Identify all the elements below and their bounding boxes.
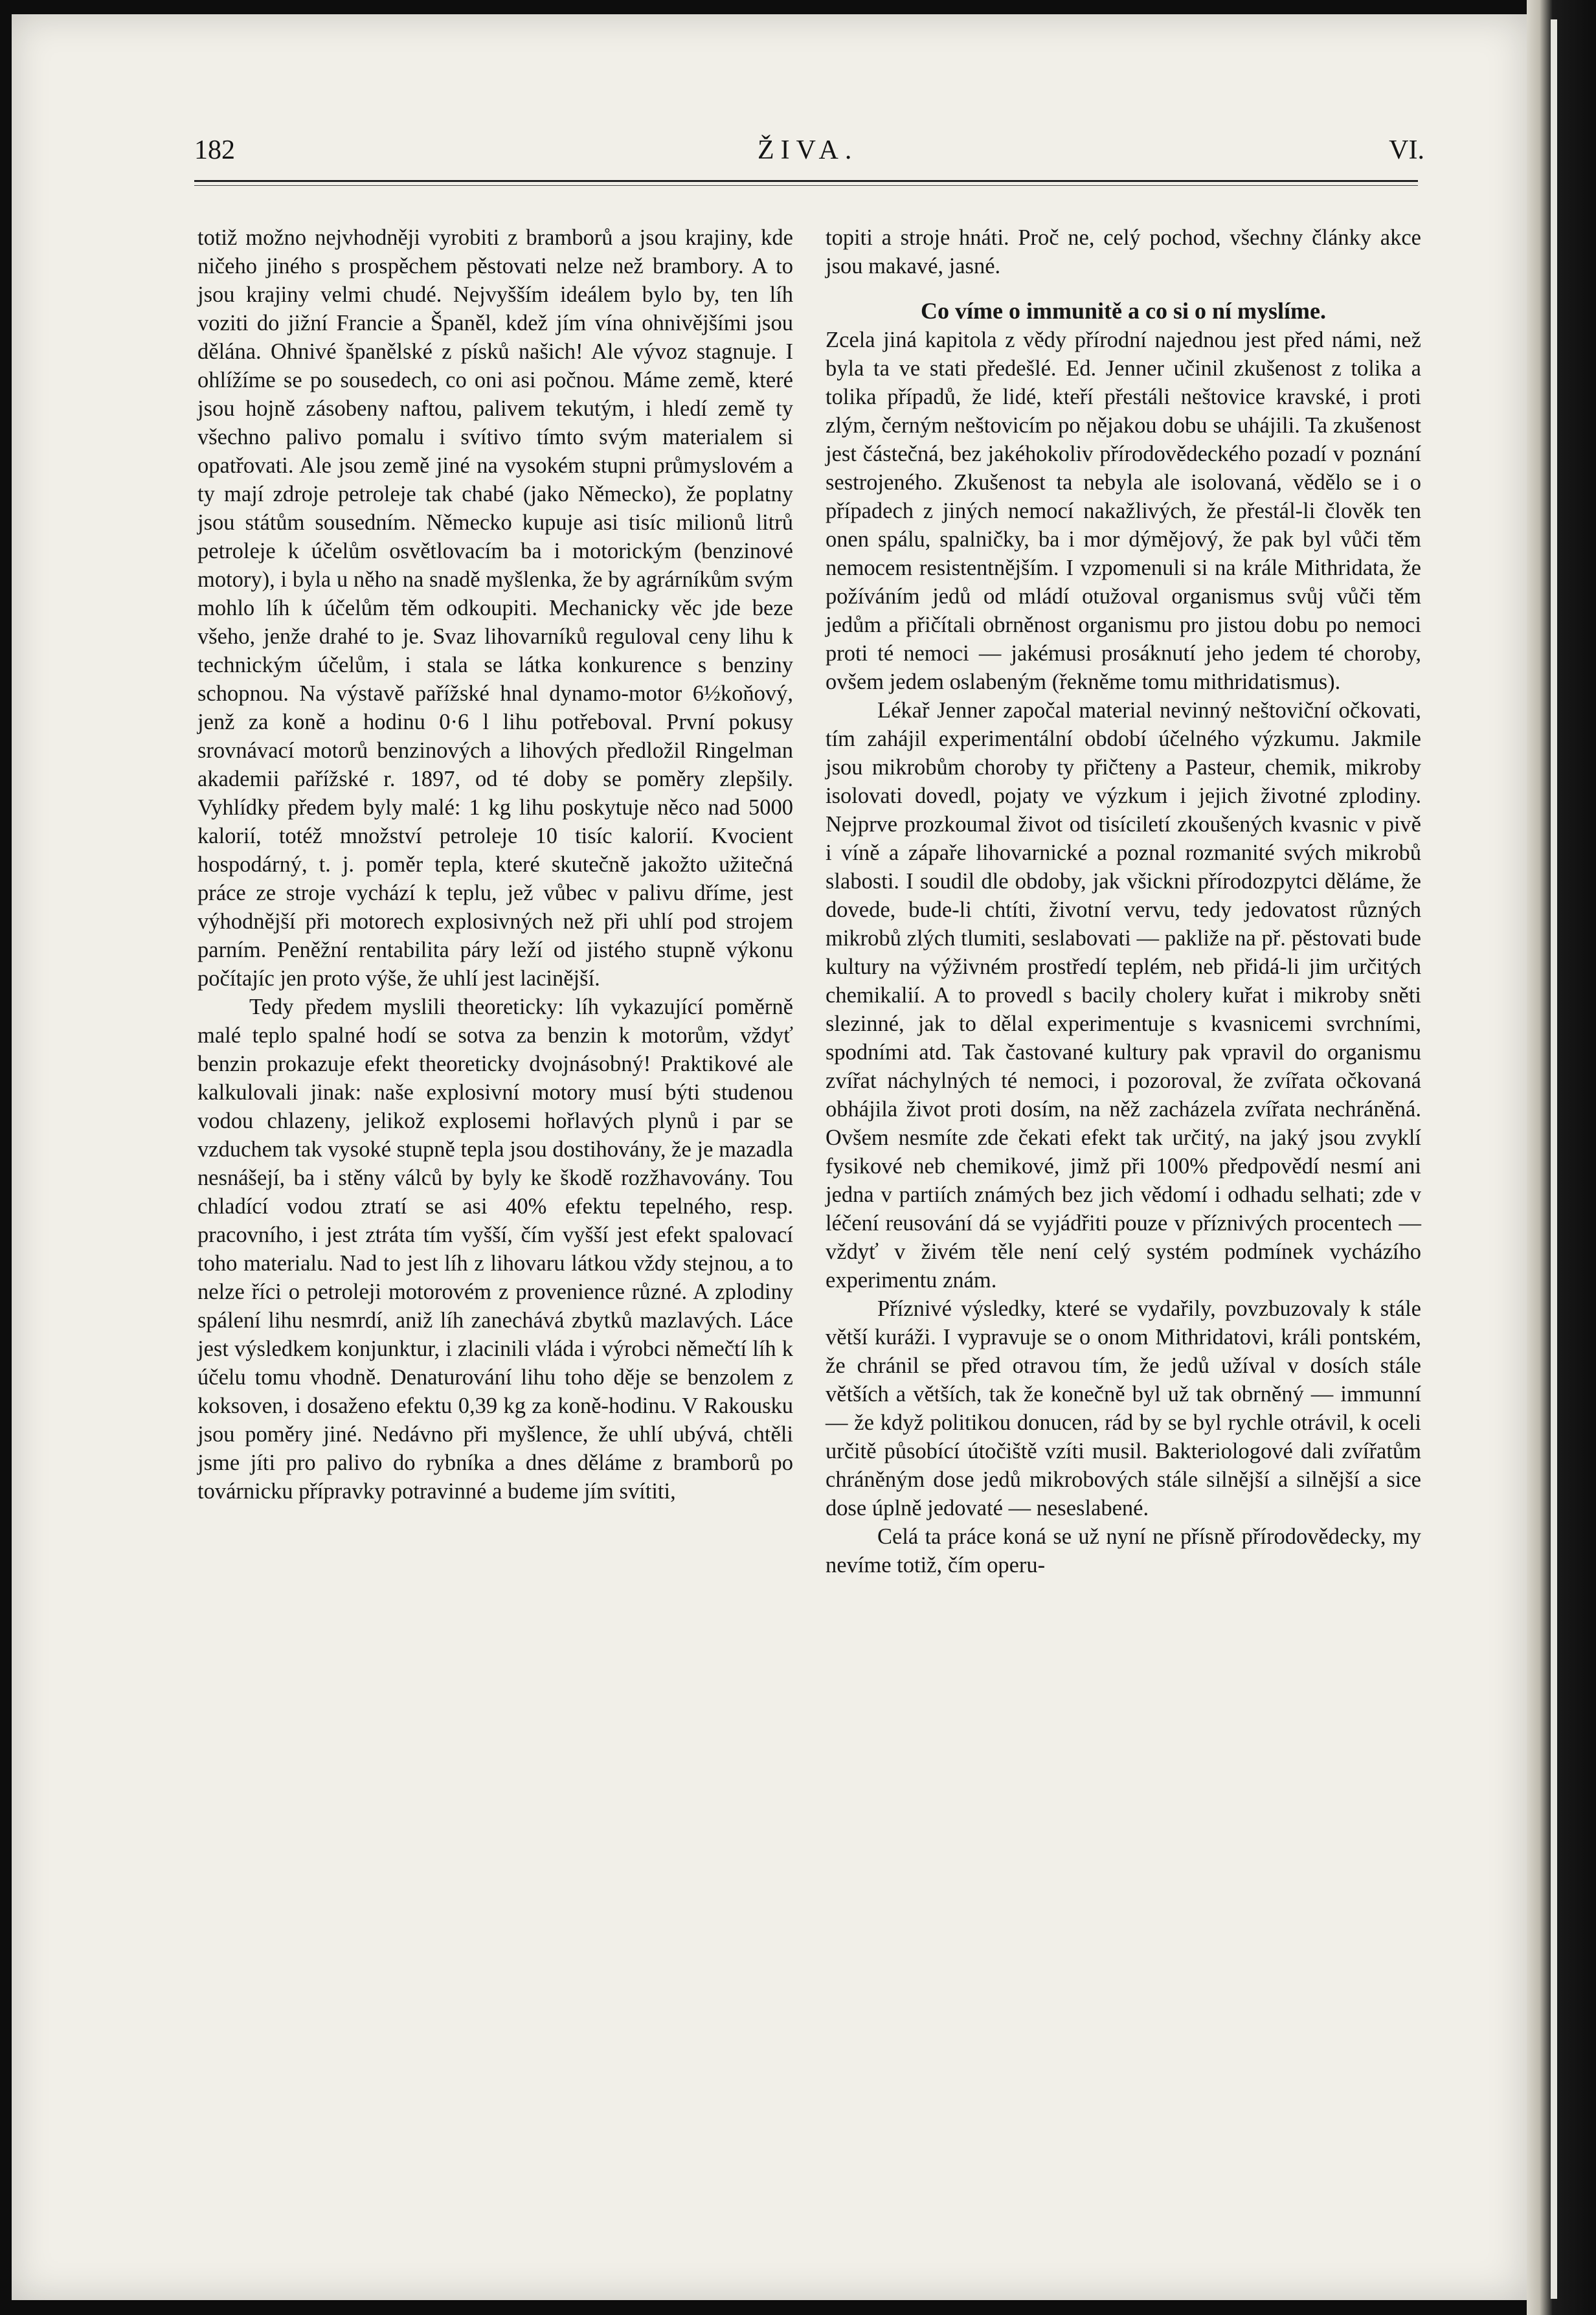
volume-number: VI.	[1389, 135, 1424, 165]
header-rule-thin	[194, 185, 1418, 186]
left-column	[197, 223, 793, 1506]
page-edge-strip	[1551, 19, 1557, 2299]
book-spine-edge	[1527, 0, 1596, 2315]
paragraph: Tedy předem myslili theoreticky: líh vykazující poměrně malé teplo spalné hodí se sotva za benzin k motorům, vždyť benzin prokazuje efekt theoreticky dvojnásobný! Praktikové ale kalkulovali jinak: naše explosivní motory musí býti studenou vodou chlazeny, jelikož explosemi hořlavých plynů i par se vzduchem tak vysoké stupně tepla jsou dostihovány, že je mazadla nesnášejí, ba i stěny válců by byly ke škodě rozžhavovány. Tou chladící vodou ztratí se asi 40% efektu tepelného, resp. pracovního, i jest ztráta tím vyšší, čím vyšší jest efekt spalovací toho materialu. Nad to jest líh z lihovaru látkou vždy stejnou, a to nelze říci o petroleji motorovém z provenience různé. A zplodiny spálení lihu nesmrdí, aniž líh zanechává zbytků mazlavých. Láce jest výsledkem konjunktur, i zlacinili vláda i výrobci němečtí líh k účelu tomu vhodně. Denaturování lihu toho děje se benzolem z koksoven, i dosaženo efektu 0,39 kg za koně-hodinu. V Rakousku jsou poměry jiné. Nedávno při myšlence, že uhlí ubývá, chtěli jsme jíti pro palivo do rybníka a dnes děláme z bramborů po továrnicku přípravky potravinné a budeme jím svítiti,	[197, 995, 793, 1504]
page-number: 182	[194, 135, 235, 165]
paragraph: Lékař Jenner započal material nevinný neštoviční očkovati, tím zahájil experimentální období účelného výzkumu. Jakmile jsou mikrobům choroby ty přičteny a Pasteur, chemik, mikroby isolovati dovedl, pojaty ve výzkum i jejich životné zplodiny. Nejprve prozkoumal život od tisíciletí zkoušených kvasnic v pivě i víně a zápaře lihovarnické a poznal rozmanité svých mikrobů slabosti. I soudil dle obdoby, jak všickni přírodozpytci děláme, že dovede, bude-li chtíti, životní vervu, tedy jedovatost různých mikrobů zlých tlumiti, seslabovati — pakliže na př. pěstovati bude kultury na výživném prostředí teplém, neb přidá-li jim určitých chemikalií. A to provedl s bacily cholery kuřat i mikroby sněti slezinné, jak to dělal experimentuje s kvasnicemi svrchními, spodními atd. Tak častované kultury pak vpravil do organismu zvířat náchylných té nemoci, i pozoroval, že zvířata očkovaná obhájila život proti dosím, na něž zacházela zvířata nechráněná. Ovšem nesmíte zde čekati efekt tak určitý, na jaký jsou zvyklí fysikové neb chemikové, jimž při 100% předpovědí nesmí ani jedna v partiích známých bez jich vědomí i odhadu selhati; zde v léčení reusování dá se vyjádřiti pouze v příznivých procentech — vždyť v živém těle není celý systém podmínek vycházího experimentu znám.	[826, 698, 1421, 1293]
paragraph: totiž možno nejvhodněji vyrobiti z bramborů a jsou krajiny, kde ničeho jiného s prospěchem pěstovati nelze než brambory. A to jsou krajiny velmi chudé. Nejvyšším ideálem bylo by, ten líh voziti do jižní Francie a Španěl, kdež jím vína ohnivějšími jsou dělána. Ohnivé španělské z písků našich! Ale vývoz stagnuje. I ohlížíme se po sousedech, co oni asi počnou. Máme země, které jsou hojně zásobeny naftou, palivem tekutým, i hledí země ty všechno palivo pomalu i svítivo tímto svým materialem si opatřovati. Ale jsou země jiné na vysokém stupni průmyslovém a ty mají zdroje petroleje tak chabé (jako Německo), že poplatny jsou státům sousedním. Německo kupuje asi tisíc milionů litrů petroleje k účelům osvětlovacím ba i motorickým (benzinové motory), i byla u něho na snadě myšlenka, že by agrárníkům svým mohlo líh k účelům těm odkoupiti. Mechanicky věc jde beze všeho, jenže drahé to je. Svaz lihovarníků reguloval ceny lihu k technickým účelům, i stala se látka konkurence s benziny schopnou. Na výstavě pařížské hnal dynamo-motor 6½koňový, jenž za koně a hodinu 0·6 l lihu potřeboval. První pokusy srovnávací motorů benzinových a lihových předložil Ringelman akademii pařížské r. 1897, od té doby se poměry zlepšily. Vyhlídky předem byly malé: 1 kg lihu poskytuje něco nad 5000 kalorií, totéž množství petroleje 10 tisíc kalorií. Kvocient hospodárný, t. j. poměr tepla, které skutečně jakožto užitečná práce ze stroje vychází k teplu, jež vůbec v palivu dříme, jest výhodnější při motorech explosivných než při uhlí pod strojem parním. Peněžní rentabilita páry leží od jistého stupně výkonu počítajíc jen proto výše, že uhlí jest lacinější.	[197, 225, 793, 991]
journal-title: ŽIVA.	[758, 135, 859, 165]
header-rule	[194, 180, 1418, 182]
paragraph: Příznivé výsledky, které se vydařily, povzbuzovaly k stále větší kuráži. I vypravuje se o onom Mithridatovi, králi pontském, že chránil se před otravou tím, že jedů užíval v dosích stále větších a větších, tak že konečně byl už tak obrněný — immunní — že když politikou donucen, rád by se byl rychle otrávil, k oceli určitě působící útočiště vzíti musil. Bakteriologové dali zvířatům chráněným dose jedů mikrobových stále silnější a silnější a sice dose úplně jedovaté — neseslabené.	[826, 1296, 1421, 1520]
paragraph: Zcela jiná kapitola z vědy přírodní najednou jest před námi, než byla ta ve stati předešlé. Ed. Jenner učinil zkušenost z tolika a tolika případů, že lidé, kteří přestáli neštovice kravské, i proti zlým, černým neštovicím po nějakou dobu se uhájili. Ta zkušenost jest částečná, bez jakéhokoliv přírodovědeckého pozadí v poznání sestrojeného. Zkušenost ta nebyla ale isolovaná, vědělo se i o případech z jiných nemocí nakažlivých, že přestál-li člověk ten onen spálu, spalničky, ba i mor dýmějový, že pak byl vůči těm nemocem resistentnějším. I vzpomenuli si na krále Mithridata, že požíváním jedů od mládí otužoval organismus svůj vůči těm jedům a přičítali obrněnost organismu pro jistou dobu po nemoci proti té nemoci — jakémusi prosáknutí jeho jedem té choroby, ovšem jedem oslabeným (řekněme tomu mithridatismus).	[826, 328, 1421, 694]
right-column	[826, 223, 1421, 1579]
running-header	[194, 135, 1424, 180]
paragraph: Celá ta práce koná se už nyní ne přísně přírodovědecky, my nevíme totiž, čím operu-	[826, 1524, 1421, 1577]
section-heading: Co víme o immunitě a co si o ní myslíme.	[921, 298, 1326, 324]
paragraph-continued: topiti a stroje hnáti. Proč ne, celý pochod, všechny články akce jsou makavé, jasné.	[826, 225, 1421, 278]
